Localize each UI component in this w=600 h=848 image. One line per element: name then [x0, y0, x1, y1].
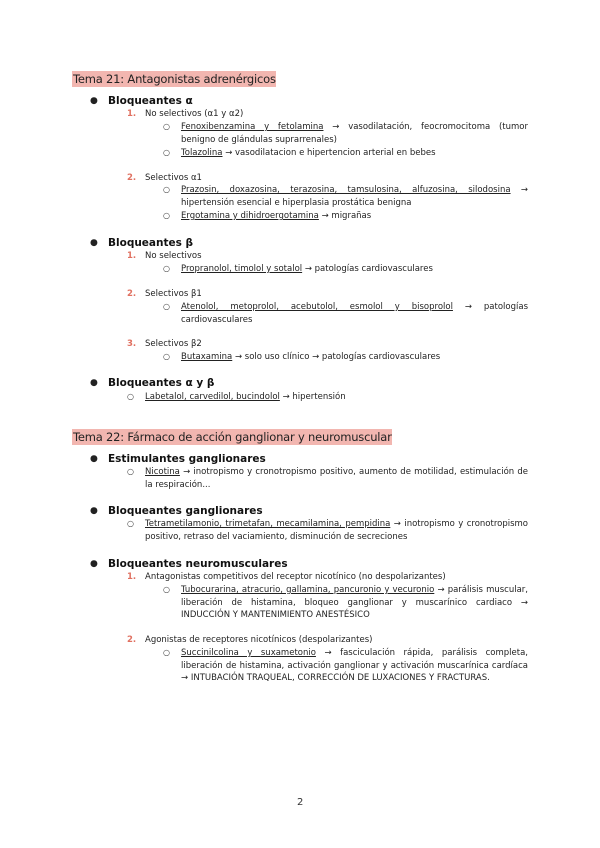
section-estimulantes-title: Estimulantes ganglionares	[108, 453, 266, 465]
drug-desc: → fasciculación rápida, parálisis completa, liberación de histamina, activación ganglionar y activación muscarínica cardíaca → INTUBACIÓN TRAQUEAL, CORRECCIÓN DE LUXACIONES Y FRACTURAS.	[181, 648, 529, 683]
list-item-label: Selectivos β2	[145, 339, 202, 349]
bullet-dot: ●	[90, 378, 98, 388]
drug-link: Succinilcolina y suxametonio	[181, 648, 316, 658]
drug-link: Tolazolina	[181, 148, 223, 158]
sub-item	[181, 647, 528, 685]
sub-item	[181, 584, 528, 622]
bullet-dot: ●	[90, 238, 98, 248]
circle-bullet-icon: ○	[163, 264, 170, 273]
drug-desc: → solo uso clínico → patologías cardiovasculares	[232, 352, 441, 362]
bullet-dot: ●	[90, 506, 98, 516]
drug-desc: → inotropismo y cronotropismo positivo, aumento de motilidad, estimulación de la respiración...	[145, 467, 528, 490]
drug-desc: → vasodilatación, feocromocitoma (tumor benigno de glándulas suprarrenales)	[181, 122, 528, 145]
list-item-label: Selectivos α1	[145, 173, 202, 183]
drug-desc: → vasodilatacion e hipertencion arterial en bebes	[222, 148, 436, 158]
drug-desc: → inotropismo y cronotropismo positivo, retraso del vaciamiento, disminución de secreciones	[145, 519, 528, 542]
circle-bullet-icon: ○	[127, 519, 134, 528]
list-number: 1.	[127, 109, 137, 119]
list-number: 1.	[127, 572, 137, 582]
section-alphabeta-title: Bloqueantes α y β	[108, 377, 215, 389]
list-number: 2.	[127, 289, 137, 299]
circle-bullet-icon: ○	[163, 122, 170, 131]
list-number: 1.	[127, 251, 137, 261]
list-number: 2.	[127, 635, 137, 645]
page-number: 2	[297, 797, 304, 808]
circle-bullet-icon: ○	[127, 467, 134, 476]
sub-item	[181, 351, 528, 364]
sub-item	[181, 210, 528, 223]
circle-bullet-icon: ○	[163, 648, 170, 657]
circle-bullet-icon: ○	[127, 392, 134, 401]
drug-link: Butaxamina	[181, 352, 233, 362]
list-item-label: No selectivos	[145, 251, 202, 261]
drug-desc: → patologías cardiovasculares	[181, 302, 528, 325]
circle-bullet-icon: ○	[163, 211, 170, 220]
section-alpha-title: Bloqueantes α	[108, 95, 193, 107]
tema21-heading: Tema 21: Antagonistas adrenérgicos	[73, 72, 276, 86]
drug-link: Tetrametilamonio, trimetafan, mecamilamina, pempidina	[145, 519, 391, 529]
sub-item	[181, 147, 528, 160]
drug-desc: → hipertensión esencial e hiperplasia prostática benigna	[181, 185, 529, 208]
sub-item	[145, 518, 528, 543]
bullet-dot: ●	[90, 559, 98, 569]
drug-link: Fenoxibenzamina y fetolamina	[181, 122, 324, 132]
circle-bullet-icon: ○	[163, 352, 170, 361]
drug-link: Propranolol, timolol y sotalol	[181, 264, 303, 274]
bullet-dot: ●	[90, 96, 98, 106]
list-item-label: Agonistas de receptores nicotínicos (despolarizantes)	[145, 635, 373, 645]
sub-item	[181, 121, 528, 146]
drug-link: Tubocurarina, atracurio, gallamina, pancuronio y vecuronio	[181, 585, 435, 595]
circle-bullet-icon: ○	[163, 148, 170, 157]
drug-desc: → migrañas	[318, 211, 372, 221]
section-bloqueantes-gang-title: Bloqueantes ganglionares	[108, 505, 263, 517]
drug-link: Nicotina	[145, 467, 180, 477]
list-item-label: Selectivos β1	[145, 289, 202, 299]
sub-item	[181, 301, 528, 326]
circle-bullet-icon: ○	[163, 585, 170, 594]
drug-link: Labetalol, carvedilol, bucindolol	[145, 392, 280, 402]
list-item-label: Antagonistas competitivos del receptor nicotínico (no despolarizantes)	[145, 572, 446, 582]
tema22-heading: Tema 22: Fármaco de acción ganglionar y neuromuscular	[73, 430, 392, 444]
circle-bullet-icon: ○	[163, 302, 170, 311]
list-item-label: No selectivos (α1 y α2)	[145, 109, 244, 119]
drug-desc: → parálisis muscular, liberación de histamina, bloqueo ganglionar y muscarínico cardiaco → INDUCCIÓN Y MANTENIMIENTO ANESTÉSICO	[181, 585, 528, 620]
section-neuromusculares-title: Bloqueantes neuromusculares	[108, 558, 288, 570]
sub-item	[181, 184, 528, 209]
drug-link: Prazosin, doxazosina, terazosina, tamsulosina, alfuzosina, silodosina	[181, 185, 511, 195]
list-number: 2.	[127, 173, 137, 183]
drug-link: Ergotamina y dihidroergotamina	[181, 211, 319, 221]
drug-link: Atenolol, metoprolol, acebutolol, esmolol y bisoprolol	[181, 302, 453, 312]
bullet-dot: ●	[90, 454, 98, 464]
drug-desc: → hipertensión	[279, 392, 346, 402]
sub-item	[181, 263, 528, 276]
list-number: 3.	[127, 339, 137, 349]
section-beta-title: Bloqueantes β	[108, 237, 194, 249]
drug-desc: → patologías cardiovasculares	[302, 264, 433, 274]
sub-item	[145, 466, 528, 491]
circle-bullet-icon: ○	[163, 185, 170, 194]
sub-item	[145, 391, 528, 404]
